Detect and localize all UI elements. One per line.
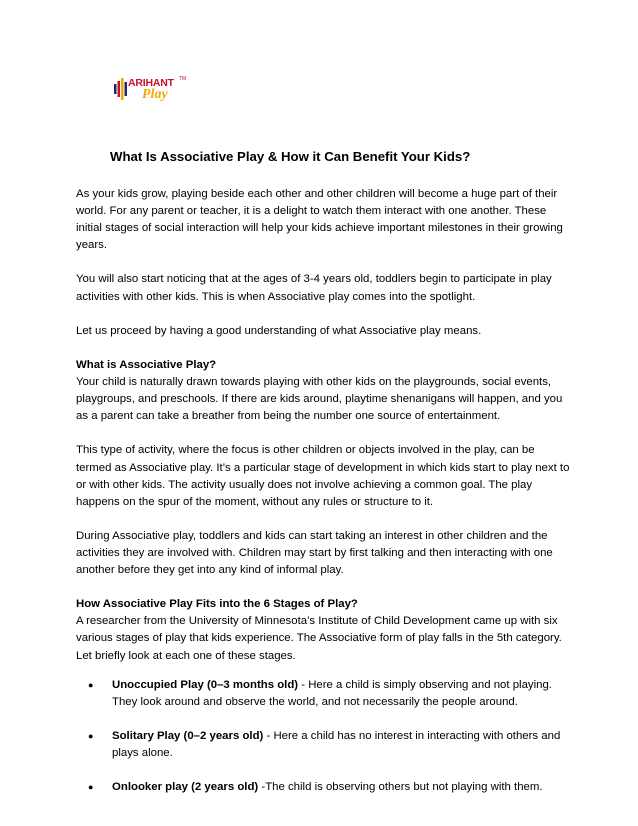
stage-name: Unoccupied Play (0–3 months old) [112,678,299,691]
arihant-play-logo [114,74,194,108]
list-item [76,728,570,762]
section-paragraph: A researcher from the University of Minnesota’s Institute of Child Development came up with six various stages of play that kids experience. The Associative form of play falls in the 5th category. Let briefly look at each one of these stages. [76,615,562,662]
stages-list [76,677,570,797]
logo-brand-text: ARIHANT [128,77,174,89]
bullet-icon: ● [88,679,94,690]
stage-name: Solitary Play (0–2 years old) [112,729,264,742]
document-title: What Is Associative Play & How it Can Benefit Your Kids? [110,149,471,164]
stage-description: - Here a child has no interest in interacting with others and plays alone. [112,729,561,759]
logo-bars-icon [114,78,127,100]
logo-trademark: TM [179,76,187,82]
intro-paragraph: You will also start noticing that at the ages of 3-4 years old, toddlers begin to participate in play activities with other kids. This is when Associative play comes into the spotlight. [76,273,552,303]
stage-description: -The child is observing others but not playing with them. [258,781,543,794]
list-item [76,779,570,796]
intro-paragraph: As your kids grow, playing beside each other and other children will become a huge part of their world. For any parent or teacher, it is a delight to watch them interact with one another. These initial stages of social interaction will help your kids achieve important milestones in their growing years. [76,188,563,252]
logo-play-text: Play [142,87,168,102]
bullet-icon: ● [88,782,94,793]
document-body [76,186,570,813]
section-heading: What is Associative Play? [76,358,217,371]
stage-description: - Here a child is simply observing and not playing. They look around and observe the world, and not necessarily the people around. [112,678,552,708]
stage-name: Onlooker play (2 years old) [112,781,259,794]
section-paragraph: Your child is naturally drawn towards playing with other kids on the playgrounds, social events, playgroups, and preschools. If there are kids around, playtime shenanigans will happen, and you as a parent can take a breather from being the number one source of entertainment. [76,376,563,423]
list-item [76,677,570,711]
section-heading: How Associative Play Fits into the 6 Stages of Play? [76,598,358,611]
section-paragraph: This type of activity, where the focus is other children or objects involved in the play, can be termed as Associative play. It’s a particular stage of development in which kids start to play next to or with other kids. The activity usually does not involve achieving a common goal. The play happens on the spur of the moment, without any rules or structure to it. [76,444,570,508]
stages-section [76,596,570,664]
what-is-section [76,357,570,425]
intro-paragraph: Let us proceed by having a good understanding of what Associative play means. [76,324,482,337]
bullet-icon: ● [88,730,94,741]
section-paragraph: During Associative play, toddlers and kids can start taking an interest in other children and the activities they are involved with. Children may start by first talking and then interacting with one another before they get into any kind of informal play. [76,529,553,577]
